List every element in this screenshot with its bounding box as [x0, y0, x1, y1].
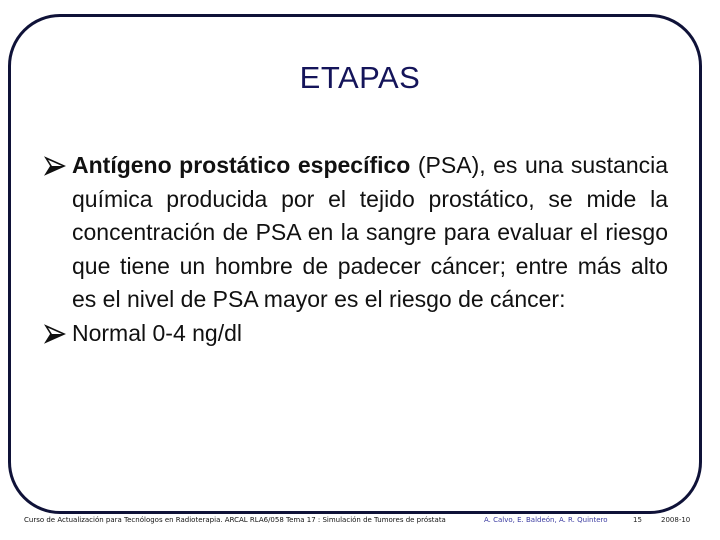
- footer-course: Curso de Actualización para Tecnólogos en Radioterapia. ARCAL RLA6/058 Tema 17 : Simulación de Tumores de próstata: [24, 516, 446, 524]
- footer-authors: A. Calvo, E. Baldeón, A. R. Quintero: [484, 516, 608, 524]
- bullet-text: Normal 0-4 ng/dl: [72, 319, 243, 346]
- bullet-item-normal-range: [44, 317, 668, 351]
- slide-title: ETAPAS: [299, 60, 421, 95]
- footer-page-number: 15: [633, 516, 642, 524]
- bullet-list: [44, 149, 668, 351]
- bullet-text: (PSA), es una sustancia química producida por el tejido prostático, se mide la concentración de PSA en la sangre para evaluar el riesgo que tiene un hombre de padecer cáncer; entre más alto es el nivel de PSA mayor es el riesgo de cáncer:: [72, 152, 669, 313]
- arrow-bullet-icon: [44, 323, 66, 345]
- bullet-item-psa: [44, 149, 668, 317]
- bullet-term: Antígeno prostático específico: [72, 152, 411, 178]
- footer: [0, 516, 720, 530]
- arrow-bullet-icon: [44, 155, 66, 177]
- footer-year: 2008-10: [661, 516, 691, 524]
